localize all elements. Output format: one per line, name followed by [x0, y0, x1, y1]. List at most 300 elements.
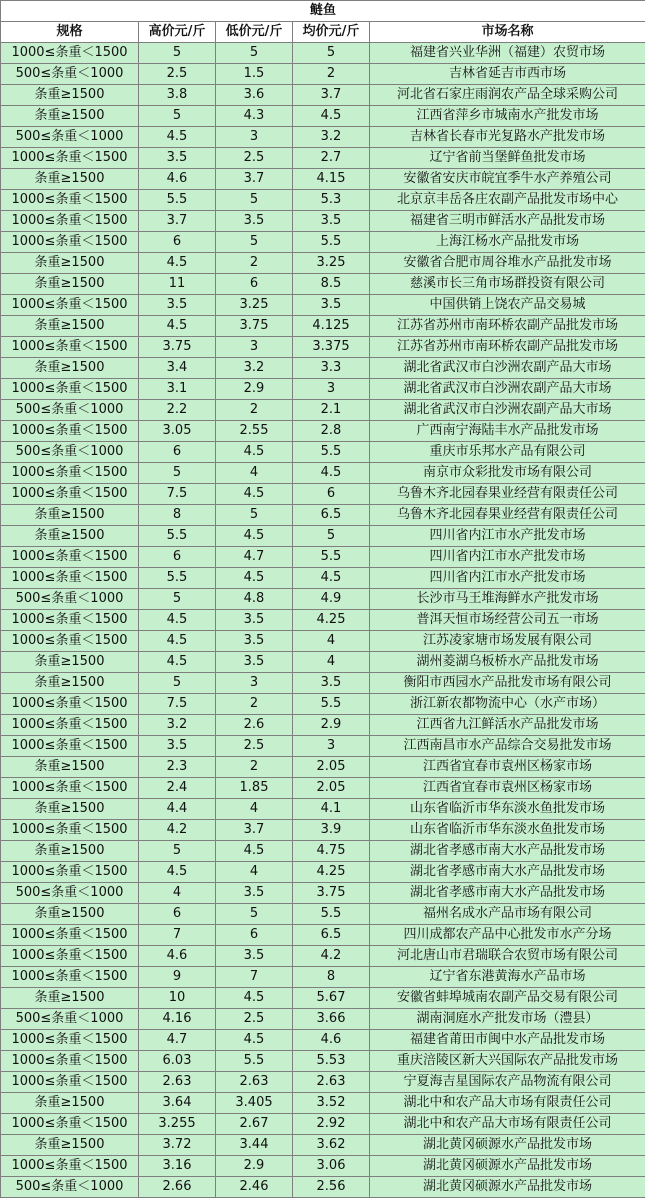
cell-high-price: 6 — [139, 547, 216, 568]
cell-high-price: 3.05 — [139, 421, 216, 442]
cell-market-name: 河北唐山市君瑞联合农贸市场有限公司 — [370, 946, 645, 967]
cell-avg-price: 2.92 — [293, 1114, 370, 1135]
cell-high-price: 2.3 — [139, 757, 216, 778]
table-row — [1, 967, 645, 988]
cell-low-price: 4.5 — [216, 484, 293, 505]
cell-high-price: 3.72 — [139, 1135, 216, 1156]
cell-spec: 1000≤条重＜1500 — [1, 337, 139, 358]
cell-high-price: 4.5 — [139, 316, 216, 337]
cell-high-price: 5 — [139, 43, 216, 64]
cell-spec: 条重≥1500 — [1, 799, 139, 820]
cell-low-price: 2.63 — [216, 1072, 293, 1093]
cell-low-price: 2.6 — [216, 715, 293, 736]
cell-low-price: 5 — [216, 232, 293, 253]
cell-avg-price: 3.9 — [293, 820, 370, 841]
cell-market-name: 湖州菱湖乌板桥水产品批发市场 — [370, 652, 645, 673]
cell-avg-price: 4.1 — [293, 799, 370, 820]
cell-low-price: 3.5 — [216, 631, 293, 652]
cell-avg-price: 3.06 — [293, 1156, 370, 1177]
cell-spec: 500≤条重＜1000 — [1, 1009, 139, 1030]
table-row — [1, 988, 645, 1009]
cell-market-name: 湖北省孝感市南大水产品批发市场 — [370, 862, 645, 883]
cell-avg-price: 8.5 — [293, 274, 370, 295]
table-row — [1, 1030, 645, 1051]
cell-low-price: 2 — [216, 400, 293, 421]
cell-high-price: 5 — [139, 589, 216, 610]
cell-spec: 条重≥1500 — [1, 85, 139, 106]
cell-spec: 1000≤条重＜1500 — [1, 211, 139, 232]
table-row — [1, 694, 645, 715]
cell-spec: 500≤条重＜1000 — [1, 1177, 139, 1198]
table-row — [1, 127, 645, 148]
cell-market-name: 河北省石家庄雨润农产品全球采购公司 — [370, 85, 645, 106]
cell-spec: 1000≤条重＜1500 — [1, 1156, 139, 1177]
cell-spec: 条重≥1500 — [1, 757, 139, 778]
cell-market-name: 湖北中和农产品大市场有限责任公司 — [370, 1093, 645, 1114]
cell-spec: 500≤条重＜1000 — [1, 442, 139, 463]
cell-avg-price: 4.9 — [293, 589, 370, 610]
table-row — [1, 589, 645, 610]
table-row — [1, 568, 645, 589]
cell-market-name: 福州名成水产品市场有限公司 — [370, 904, 645, 925]
cell-market-name: 浙江新农都物流中心（水产市场） — [370, 694, 645, 715]
cell-spec: 1000≤条重＜1500 — [1, 967, 139, 988]
cell-low-price: 3 — [216, 337, 293, 358]
cell-spec: 条重≥1500 — [1, 169, 139, 190]
cell-spec: 1000≤条重＜1500 — [1, 1114, 139, 1135]
cell-low-price: 3.2 — [216, 358, 293, 379]
cell-market-name: 慈溪市长三角市场群投资有限公司 — [370, 274, 645, 295]
cell-low-price: 4.5 — [216, 568, 293, 589]
cell-high-price: 4.5 — [139, 652, 216, 673]
cell-high-price: 6 — [139, 442, 216, 463]
cell-spec: 1000≤条重＜1500 — [1, 295, 139, 316]
cell-low-price: 3.5 — [216, 610, 293, 631]
table-row — [1, 1135, 645, 1156]
cell-avg-price: 3.375 — [293, 337, 370, 358]
cell-market-name: 江苏省苏州市南环桥农副产品批发市场 — [370, 316, 645, 337]
cell-low-price: 3.44 — [216, 1135, 293, 1156]
cell-avg-price: 5.53 — [293, 1051, 370, 1072]
cell-high-price: 3.16 — [139, 1156, 216, 1177]
table-row — [1, 610, 645, 631]
cell-high-price: 3.2 — [139, 715, 216, 736]
cell-low-price: 1.85 — [216, 778, 293, 799]
cell-avg-price: 4.5 — [293, 106, 370, 127]
cell-market-name: 安徽省合肥市周谷堆水产品批发市场 — [370, 253, 645, 274]
cell-spec: 500≤条重＜1000 — [1, 64, 139, 85]
header-row — [1, 22, 645, 43]
table-row — [1, 1177, 645, 1198]
cell-market-name: 江西南昌市水产品综合交易批发市场 — [370, 736, 645, 757]
cell-avg-price: 4.125 — [293, 316, 370, 337]
table-row — [1, 1072, 645, 1093]
cell-market-name: 乌鲁木齐北园春果业经营有限责任公司 — [370, 484, 645, 505]
table-row — [1, 190, 645, 211]
cell-high-price: 2.4 — [139, 778, 216, 799]
header-spec: 规格 — [1, 22, 139, 43]
cell-spec: 条重≥1500 — [1, 106, 139, 127]
cell-spec: 1000≤条重＜1500 — [1, 148, 139, 169]
cell-high-price: 5 — [139, 841, 216, 862]
cell-avg-price: 3.66 — [293, 1009, 370, 1030]
cell-avg-price: 5.5 — [293, 442, 370, 463]
cell-market-name: 湖北中和农产品大市场有限责任公司 — [370, 1114, 645, 1135]
cell-high-price: 4.2 — [139, 820, 216, 841]
table-row — [1, 337, 645, 358]
cell-low-price: 2.5 — [216, 148, 293, 169]
cell-market-name: 山东省临沂市华东淡水鱼批发市场 — [370, 799, 645, 820]
cell-market-name: 吉林省长春市光复路水产批发市场 — [370, 127, 645, 148]
cell-high-price: 7 — [139, 925, 216, 946]
cell-spec: 1000≤条重＜1500 — [1, 778, 139, 799]
cell-avg-price: 3.52 — [293, 1093, 370, 1114]
cell-low-price: 2 — [216, 694, 293, 715]
cell-high-price: 4.16 — [139, 1009, 216, 1030]
cell-low-price: 2.9 — [216, 1156, 293, 1177]
cell-market-name: 安徽省安庆市皖宜季牛水产养殖公司 — [370, 169, 645, 190]
cell-avg-price: 4.5 — [293, 568, 370, 589]
cell-market-name: 上海江杨水产品批发市场 — [370, 232, 645, 253]
cell-low-price: 4.5 — [216, 988, 293, 1009]
cell-low-price: 1.5 — [216, 64, 293, 85]
cell-low-price: 4.5 — [216, 841, 293, 862]
cell-high-price: 2.2 — [139, 400, 216, 421]
cell-low-price: 2.67 — [216, 1114, 293, 1135]
cell-market-name: 广西南宁海陆丰水产品批发市场 — [370, 421, 645, 442]
table-row — [1, 778, 645, 799]
header-high-price: 高价元/斤 — [139, 22, 216, 43]
cell-avg-price: 4.25 — [293, 862, 370, 883]
cell-low-price: 4 — [216, 799, 293, 820]
cell-high-price: 3.8 — [139, 85, 216, 106]
cell-spec: 1000≤条重＜1500 — [1, 694, 139, 715]
cell-low-price: 3.405 — [216, 1093, 293, 1114]
table-title: 鲢鱼 — [1, 1, 645, 22]
cell-high-price: 4.5 — [139, 127, 216, 148]
header-low-price: 低价元/斤 — [216, 22, 293, 43]
cell-avg-price: 4 — [293, 652, 370, 673]
cell-avg-price: 4.25 — [293, 610, 370, 631]
cell-market-name: 山东省临沂市华东淡水鱼批发市场 — [370, 820, 645, 841]
cell-high-price: 6 — [139, 232, 216, 253]
table-row — [1, 736, 645, 757]
cell-avg-price: 3 — [293, 379, 370, 400]
cell-spec: 500≤条重＜1000 — [1, 589, 139, 610]
cell-high-price: 7.5 — [139, 694, 216, 715]
cell-market-name: 江苏凌家塘市场发展有限公司 — [370, 631, 645, 652]
cell-low-price: 3.6 — [216, 85, 293, 106]
cell-avg-price: 5.5 — [293, 547, 370, 568]
table-row — [1, 862, 645, 883]
cell-market-name: 宁夏海吉星国际农产品物流有限公司 — [370, 1072, 645, 1093]
cell-market-name: 江西省宜春市袁州区杨家市场 — [370, 757, 645, 778]
cell-avg-price: 4.2 — [293, 946, 370, 967]
cell-market-name: 江西省宜春市袁州区杨家市场 — [370, 778, 645, 799]
table-row — [1, 295, 645, 316]
cell-spec: 1000≤条重＜1500 — [1, 946, 139, 967]
cell-avg-price: 5.5 — [293, 232, 370, 253]
cell-avg-price: 2.8 — [293, 421, 370, 442]
cell-avg-price: 5.5 — [293, 694, 370, 715]
cell-low-price: 7 — [216, 967, 293, 988]
cell-market-name: 江西省九江鲜活水产品批发市场 — [370, 715, 645, 736]
cell-market-name: 湖北黄冈硕源水产品批发市场 — [370, 1156, 645, 1177]
header-market-name: 市场名称 — [370, 22, 645, 43]
cell-avg-price: 3.75 — [293, 883, 370, 904]
cell-avg-price: 6.5 — [293, 505, 370, 526]
cell-spec: 1000≤条重＜1500 — [1, 1030, 139, 1051]
cell-avg-price: 2.9 — [293, 715, 370, 736]
cell-avg-price: 8 — [293, 967, 370, 988]
cell-spec: 条重≥1500 — [1, 526, 139, 547]
cell-market-name: 福建省莆田市闽中水产品批发市场 — [370, 1030, 645, 1051]
cell-low-price: 4.7 — [216, 547, 293, 568]
cell-low-price: 5.5 — [216, 1051, 293, 1072]
cell-low-price: 4.5 — [216, 526, 293, 547]
cell-avg-price: 3.7 — [293, 85, 370, 106]
table-row — [1, 841, 645, 862]
cell-avg-price: 3.3 — [293, 358, 370, 379]
table-row — [1, 484, 645, 505]
cell-market-name: 湖北省武汉市白沙洲农副产品大市场 — [370, 379, 645, 400]
cell-spec: 1000≤条重＜1500 — [1, 232, 139, 253]
table-row — [1, 799, 645, 820]
cell-low-price: 4.3 — [216, 106, 293, 127]
cell-avg-price: 5 — [293, 526, 370, 547]
cell-high-price: 11 — [139, 274, 216, 295]
cell-market-name: 江西省萍乡市城南水产批发市场 — [370, 106, 645, 127]
cell-avg-price: 2.05 — [293, 778, 370, 799]
cell-spec: 500≤条重＜1000 — [1, 883, 139, 904]
cell-high-price: 5 — [139, 463, 216, 484]
cell-avg-price: 2 — [293, 64, 370, 85]
table-row — [1, 904, 645, 925]
table-row — [1, 316, 645, 337]
cell-spec: 1000≤条重＜1500 — [1, 925, 139, 946]
cell-low-price: 4.5 — [216, 442, 293, 463]
table-row — [1, 232, 645, 253]
cell-spec: 条重≥1500 — [1, 316, 139, 337]
cell-high-price: 2.63 — [139, 1072, 216, 1093]
cell-avg-price: 2.63 — [293, 1072, 370, 1093]
cell-high-price: 9 — [139, 967, 216, 988]
cell-market-name: 吉林省延吉市西市场 — [370, 64, 645, 85]
cell-market-name: 湖北省武汉市白沙洲农副产品大市场 — [370, 358, 645, 379]
cell-high-price: 4 — [139, 883, 216, 904]
cell-spec: 1000≤条重＜1500 — [1, 862, 139, 883]
cell-market-name: 衡阳市西园水产品批发市场有限公司 — [370, 673, 645, 694]
cell-spec: 1000≤条重＜1500 — [1, 631, 139, 652]
cell-market-name: 四川省内江市水产批发市场 — [370, 526, 645, 547]
cell-avg-price: 3.62 — [293, 1135, 370, 1156]
cell-avg-price: 2.05 — [293, 757, 370, 778]
cell-avg-price: 4.15 — [293, 169, 370, 190]
cell-low-price: 6 — [216, 274, 293, 295]
cell-spec: 500≤条重＜1000 — [1, 127, 139, 148]
cell-spec: 1000≤条重＜1500 — [1, 43, 139, 64]
cell-low-price: 2.5 — [216, 1009, 293, 1030]
cell-high-price: 5.5 — [139, 190, 216, 211]
cell-low-price: 6 — [216, 925, 293, 946]
cell-high-price: 4.4 — [139, 799, 216, 820]
cell-high-price: 2.5 — [139, 64, 216, 85]
cell-avg-price: 5.5 — [293, 904, 370, 925]
cell-high-price: 6.03 — [139, 1051, 216, 1072]
cell-avg-price: 3.5 — [293, 673, 370, 694]
cell-spec: 条重≥1500 — [1, 358, 139, 379]
cell-spec: 1000≤条重＜1500 — [1, 421, 139, 442]
cell-spec: 1000≤条重＜1500 — [1, 190, 139, 211]
cell-market-name: 普洱天恒市场经营公司五一市场 — [370, 610, 645, 631]
cell-spec: 条重≥1500 — [1, 1093, 139, 1114]
table-row — [1, 169, 645, 190]
cell-high-price: 8 — [139, 505, 216, 526]
cell-low-price: 3.7 — [216, 820, 293, 841]
cell-avg-price: 4.5 — [293, 463, 370, 484]
cell-low-price: 2.5 — [216, 736, 293, 757]
cell-market-name: 中国供销上饶农产品交易城 — [370, 295, 645, 316]
cell-market-name: 湖南洞庭水产批发市场（澧县） — [370, 1009, 645, 1030]
cell-high-price: 4.6 — [139, 169, 216, 190]
cell-high-price: 4.5 — [139, 862, 216, 883]
cell-avg-price: 6.5 — [293, 925, 370, 946]
cell-avg-price: 4.6 — [293, 1030, 370, 1051]
table-row — [1, 547, 645, 568]
cell-high-price: 5.5 — [139, 526, 216, 547]
cell-market-name: 江苏省苏州市南环桥农副产品批发市场 — [370, 337, 645, 358]
cell-low-price: 2.46 — [216, 1177, 293, 1198]
cell-high-price: 7.5 — [139, 484, 216, 505]
table-row — [1, 442, 645, 463]
table-row — [1, 526, 645, 547]
cell-market-name: 湖北省孝感市南大水产品批发市场 — [370, 883, 645, 904]
cell-high-price: 3.5 — [139, 736, 216, 757]
table-row — [1, 421, 645, 442]
cell-spec: 条重≥1500 — [1, 505, 139, 526]
table-row — [1, 1114, 645, 1135]
cell-low-price: 2 — [216, 757, 293, 778]
cell-low-price: 4 — [216, 862, 293, 883]
cell-low-price: 2 — [216, 253, 293, 274]
cell-spec: 1000≤条重＜1500 — [1, 736, 139, 757]
cell-avg-price: 2.7 — [293, 148, 370, 169]
cell-avg-price: 5.67 — [293, 988, 370, 1009]
table-row — [1, 715, 645, 736]
cell-spec: 500≤条重＜1000 — [1, 400, 139, 421]
cell-high-price: 4.7 — [139, 1030, 216, 1051]
cell-spec: 1000≤条重＜1500 — [1, 484, 139, 505]
table-row — [1, 253, 645, 274]
cell-spec: 1000≤条重＜1500 — [1, 1051, 139, 1072]
cell-low-price: 3.25 — [216, 295, 293, 316]
cell-avg-price: 3.25 — [293, 253, 370, 274]
cell-low-price: 4 — [216, 463, 293, 484]
table-row — [1, 883, 645, 904]
cell-market-name: 四川成都农产品中心批发市水产分场 — [370, 925, 645, 946]
cell-low-price: 5 — [216, 505, 293, 526]
cell-market-name: 南京市众彩批发市场有限公司 — [370, 463, 645, 484]
cell-low-price: 4.5 — [216, 1030, 293, 1051]
cell-avg-price: 3.2 — [293, 127, 370, 148]
cell-market-name: 湖北黄冈硕源水产品批发市场 — [370, 1177, 645, 1198]
cell-high-price: 3.255 — [139, 1114, 216, 1135]
header-avg-price: 均价元/斤 — [293, 22, 370, 43]
cell-spec: 条重≥1500 — [1, 274, 139, 295]
table-row — [1, 631, 645, 652]
cell-avg-price: 4 — [293, 631, 370, 652]
table-row — [1, 652, 645, 673]
cell-low-price: 3.5 — [216, 211, 293, 232]
table-row — [1, 211, 645, 232]
cell-avg-price: 4.75 — [293, 841, 370, 862]
cell-high-price: 4.5 — [139, 253, 216, 274]
cell-avg-price: 2.56 — [293, 1177, 370, 1198]
cell-low-price: 5 — [216, 43, 293, 64]
cell-market-name: 湖北黄冈硕源水产品批发市场 — [370, 1135, 645, 1156]
cell-high-price: 4.5 — [139, 631, 216, 652]
cell-low-price: 4.8 — [216, 589, 293, 610]
cell-avg-price: 3 — [293, 736, 370, 757]
table-row — [1, 400, 645, 421]
cell-market-name: 重庆涪陵区新大兴国际农产品批发市场 — [370, 1051, 645, 1072]
cell-high-price: 3.7 — [139, 211, 216, 232]
cell-high-price: 3.5 — [139, 148, 216, 169]
table-row — [1, 673, 645, 694]
cell-low-price: 2.55 — [216, 421, 293, 442]
table-row — [1, 925, 645, 946]
title-row — [1, 1, 645, 22]
cell-market-name: 湖北省武汉市白沙洲农副产品大市场 — [370, 400, 645, 421]
cell-high-price: 10 — [139, 988, 216, 1009]
cell-spec: 条重≥1500 — [1, 904, 139, 925]
cell-low-price: 5 — [216, 190, 293, 211]
cell-high-price: 3.1 — [139, 379, 216, 400]
cell-high-price: 3.5 — [139, 295, 216, 316]
cell-high-price: 3.4 — [139, 358, 216, 379]
cell-high-price: 3.64 — [139, 1093, 216, 1114]
cell-spec: 条重≥1500 — [1, 652, 139, 673]
cell-high-price: 5.5 — [139, 568, 216, 589]
cell-low-price: 3.5 — [216, 652, 293, 673]
cell-spec: 1000≤条重＜1500 — [1, 379, 139, 400]
cell-spec: 1000≤条重＜1500 — [1, 547, 139, 568]
cell-high-price: 5 — [139, 106, 216, 127]
table-row — [1, 358, 645, 379]
cell-avg-price: 2.1 — [293, 400, 370, 421]
cell-market-name: 湖北省孝感市南大水产品批发市场 — [370, 841, 645, 862]
cell-high-price: 5 — [139, 673, 216, 694]
table-row — [1, 820, 645, 841]
cell-low-price: 2.9 — [216, 379, 293, 400]
cell-market-name: 辽宁省东港黄海水产品市场 — [370, 967, 645, 988]
cell-market-name: 辽宁省前当堡鲜鱼批发市场 — [370, 148, 645, 169]
table-row — [1, 379, 645, 400]
cell-avg-price: 3.5 — [293, 295, 370, 316]
table-row — [1, 274, 645, 295]
table-row — [1, 148, 645, 169]
cell-spec: 条重≥1500 — [1, 1135, 139, 1156]
cell-market-name: 福建省兴业华洲（福建）农贸市场 — [370, 43, 645, 64]
cell-high-price: 3.75 — [139, 337, 216, 358]
table-row — [1, 43, 645, 64]
cell-market-name: 四川省内江市水产批发市场 — [370, 547, 645, 568]
cell-avg-price: 5.3 — [293, 190, 370, 211]
cell-low-price: 5 — [216, 904, 293, 925]
cell-market-name: 安徽省蚌埠城南农副产品交易有限公司 — [370, 988, 645, 1009]
cell-spec: 条重≥1500 — [1, 253, 139, 274]
cell-avg-price: 6 — [293, 484, 370, 505]
